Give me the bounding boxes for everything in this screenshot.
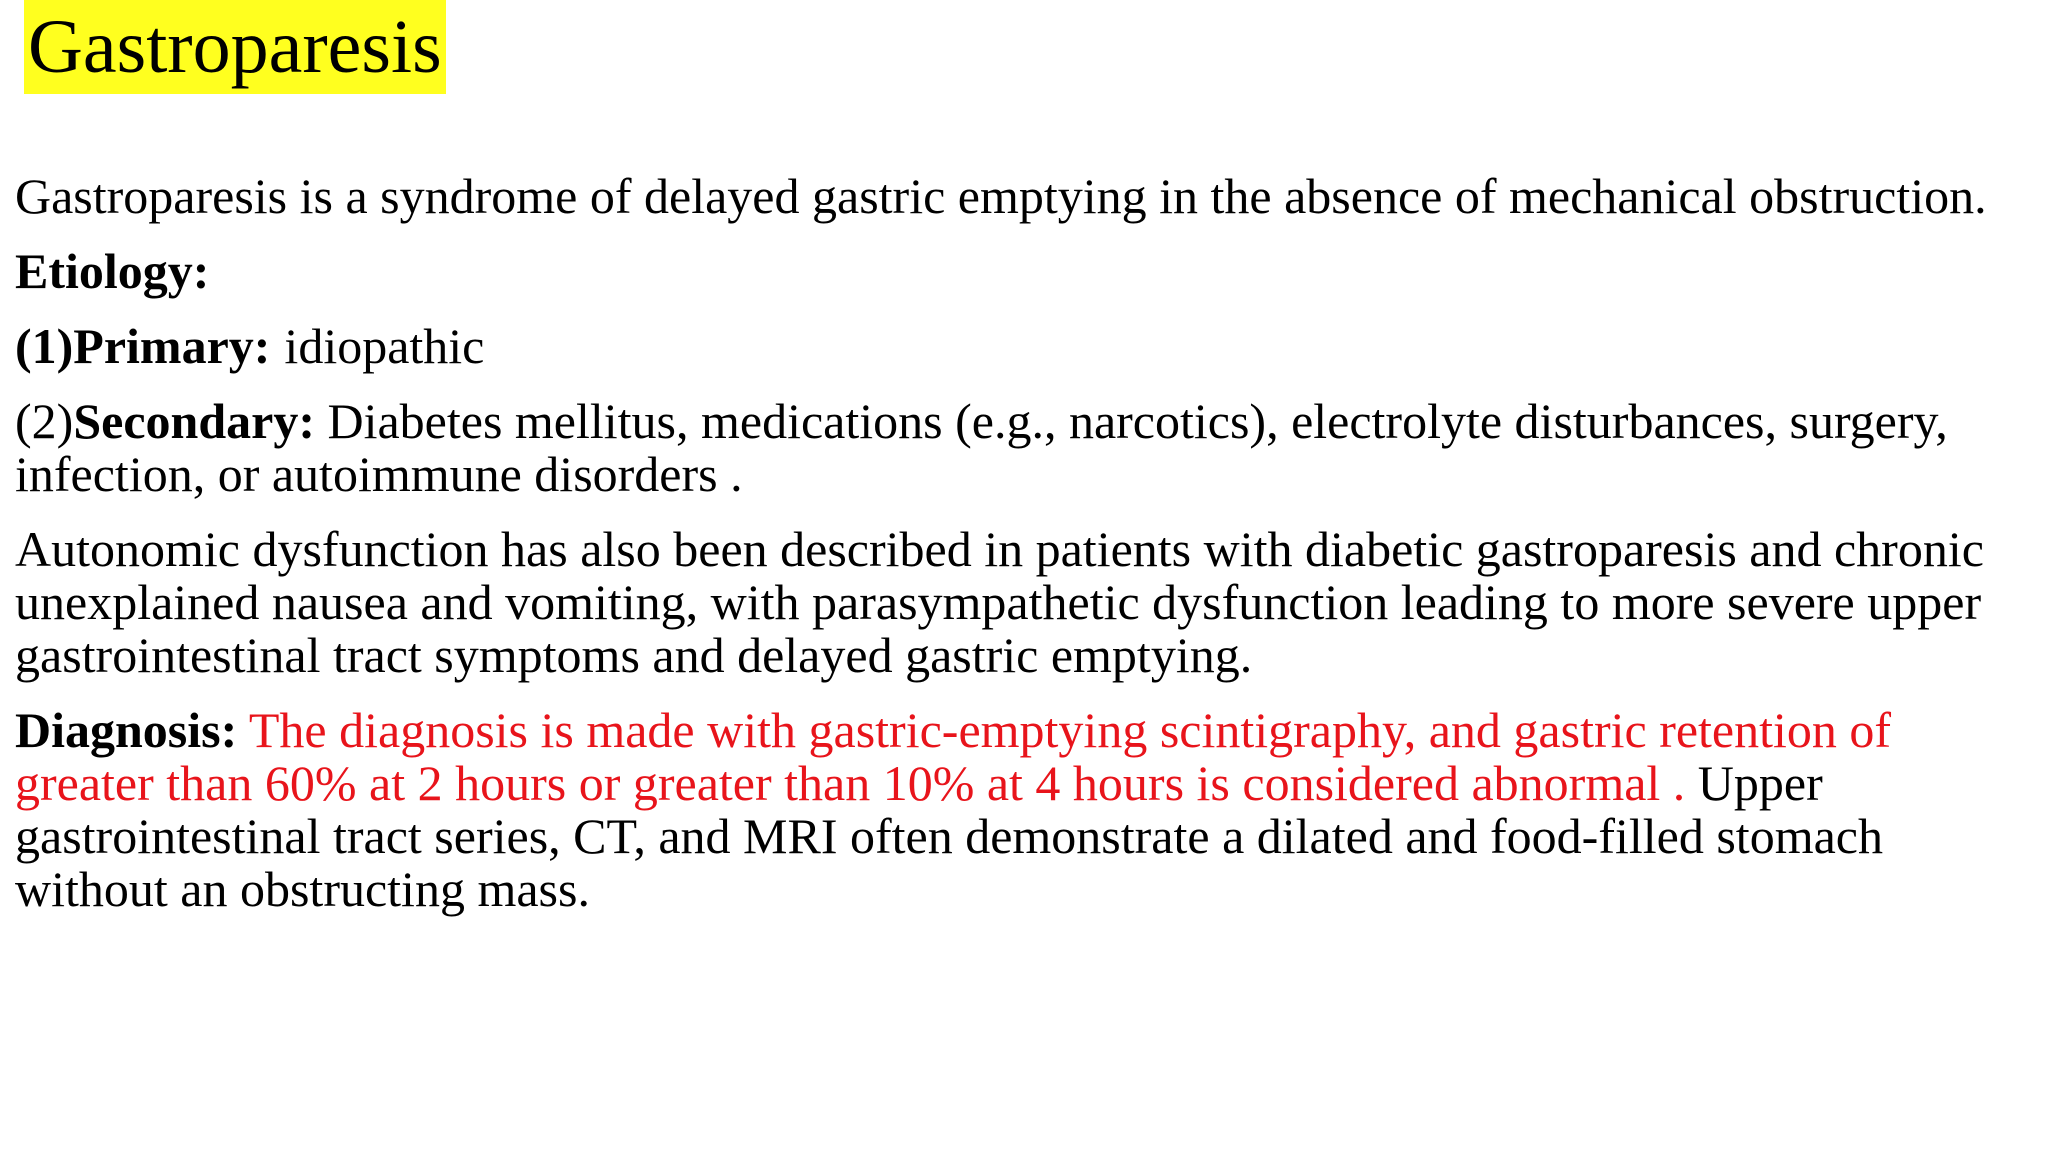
diagnosis-paragraph (15, 704, 2035, 916)
primary-text: idiopathic (284, 318, 485, 374)
diagnosis-highlighted-text: The diagnosis is made with gastric-emptying scintigraphy, and gastric retention of greater than 60% at 2 hours or greater than 10% at 4 hours is considered abnormal . (15, 702, 1892, 811)
diagnosis-label: Diagnosis: (15, 702, 238, 758)
primary-paragraph (15, 320, 2035, 373)
etiology-heading: Etiology: (15, 243, 210, 299)
slide-title: Gastroparesis (24, 0, 446, 94)
primary-label: (1)Primary: (15, 318, 271, 374)
slide-body (15, 170, 2035, 938)
secondary-number: (2) (15, 393, 74, 449)
secondary-paragraph (15, 395, 2035, 501)
secondary-text: Diabetes mellitus, medications (e.g., narcotics), electrolyte disturbances, surgery, infection, or autoimmune disorders . (15, 393, 1948, 502)
autonomic-paragraph: Autonomic dysfunction has also been described in patients with diabetic gastroparesis and chronic unexplained nausea and vomiting, with parasympathetic dysfunction leading to more severe upper gastrointestinal tract symptoms and delayed gastric emptying. (15, 521, 1984, 683)
etiology-heading-paragraph (15, 245, 2035, 298)
diagnosis-text: Upper gastrointestinal tract series, CT, and MRI often demonstrate a dilated and food-filled stomach without an obstructing mass. (15, 755, 1883, 917)
secondary-label: Secondary: (73, 393, 315, 449)
definition-paragraph: Gastroparesis is a syndrome of delayed gastric emptying in the absence of mechanical obstruction. (15, 168, 1987, 224)
